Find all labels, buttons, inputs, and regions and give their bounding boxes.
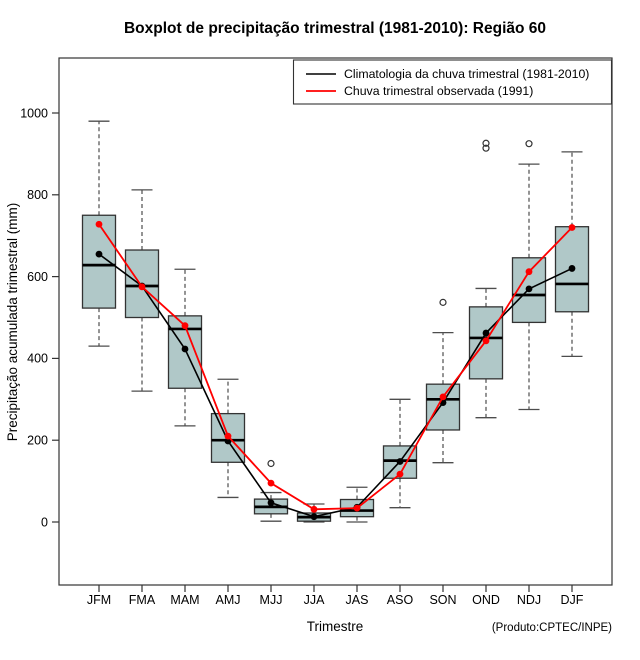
source-note: (Produto:CPTEC/INPE) — [491, 622, 612, 634]
box-JFM — [83, 215, 116, 308]
climatology-dot-ASO — [397, 458, 404, 465]
x-tick-label-MJJ: MJJ — [259, 593, 283, 607]
x-tick-label-ASO: ASO — [386, 593, 414, 607]
x-tick-label-JFM: JFM — [86, 593, 112, 607]
outlier-SON — [440, 299, 446, 305]
observed-dot-FMA — [139, 283, 146, 290]
observed-dot-JJA — [311, 506, 318, 513]
y-tick-label: 0 — [41, 515, 48, 530]
climatology-dot-MJJ — [268, 499, 275, 506]
observed-dot-SON — [440, 393, 447, 400]
outlier-NDJ — [526, 141, 532, 147]
observed-dot-JAS — [354, 505, 361, 512]
observed-dot-JFM — [96, 221, 103, 228]
x-tick-label-MAM: MAM — [170, 593, 200, 607]
x-tick-label-SON: SON — [429, 593, 457, 607]
observed-dot-MJJ — [268, 480, 275, 487]
climatology-dot-NDJ — [526, 285, 533, 292]
y-tick-label: 800 — [27, 188, 48, 203]
y-tick-label: 600 — [27, 269, 48, 284]
observed-dot-MAM — [182, 322, 189, 329]
climatology-dot-DJF — [569, 265, 576, 272]
climatology-dot-JJA — [311, 513, 318, 520]
legend — [294, 60, 612, 104]
y-tick-label: 1000 — [20, 106, 48, 121]
x-tick-label-NDJ: NDJ — [516, 593, 542, 607]
observed-dot-AMJ — [225, 433, 232, 440]
observed-dot-DJF — [569, 224, 576, 231]
x-axis-label: Trimestre — [306, 619, 364, 634]
chart-title: Boxplot de precipitação trimestral (1981-2010): Região 60 — [123, 20, 547, 37]
x-tick-label-OND: OND — [472, 593, 500, 607]
legend-climatology-label: Climatologia da chuva trimestral (1981-2010) — [344, 67, 590, 81]
legend-observed-label: Chuva trimestral observada (1991) — [344, 84, 534, 98]
y-tick-label: 400 — [27, 351, 48, 366]
y-axis-label: Precipitação acumulada trimestral (mm) — [5, 202, 20, 442]
y-tick-label: 200 — [27, 433, 48, 448]
climatology-dot-MAM — [182, 346, 189, 353]
observed-dot-NDJ — [526, 268, 533, 275]
climatology-dot-JFM — [96, 251, 103, 258]
x-tick-label-JJA: JJA — [303, 593, 325, 607]
observed-dot-OND — [483, 337, 490, 344]
x-tick-label-FMA: FMA — [128, 593, 156, 607]
x-tick-label-JAS: JAS — [345, 593, 369, 607]
outlier-MJJ — [268, 461, 274, 467]
x-tick-label-AMJ: AMJ — [215, 593, 241, 607]
x-tick-label-DJF: DJF — [560, 593, 584, 607]
observed-dot-ASO — [397, 471, 404, 478]
box-SON — [427, 384, 460, 430]
